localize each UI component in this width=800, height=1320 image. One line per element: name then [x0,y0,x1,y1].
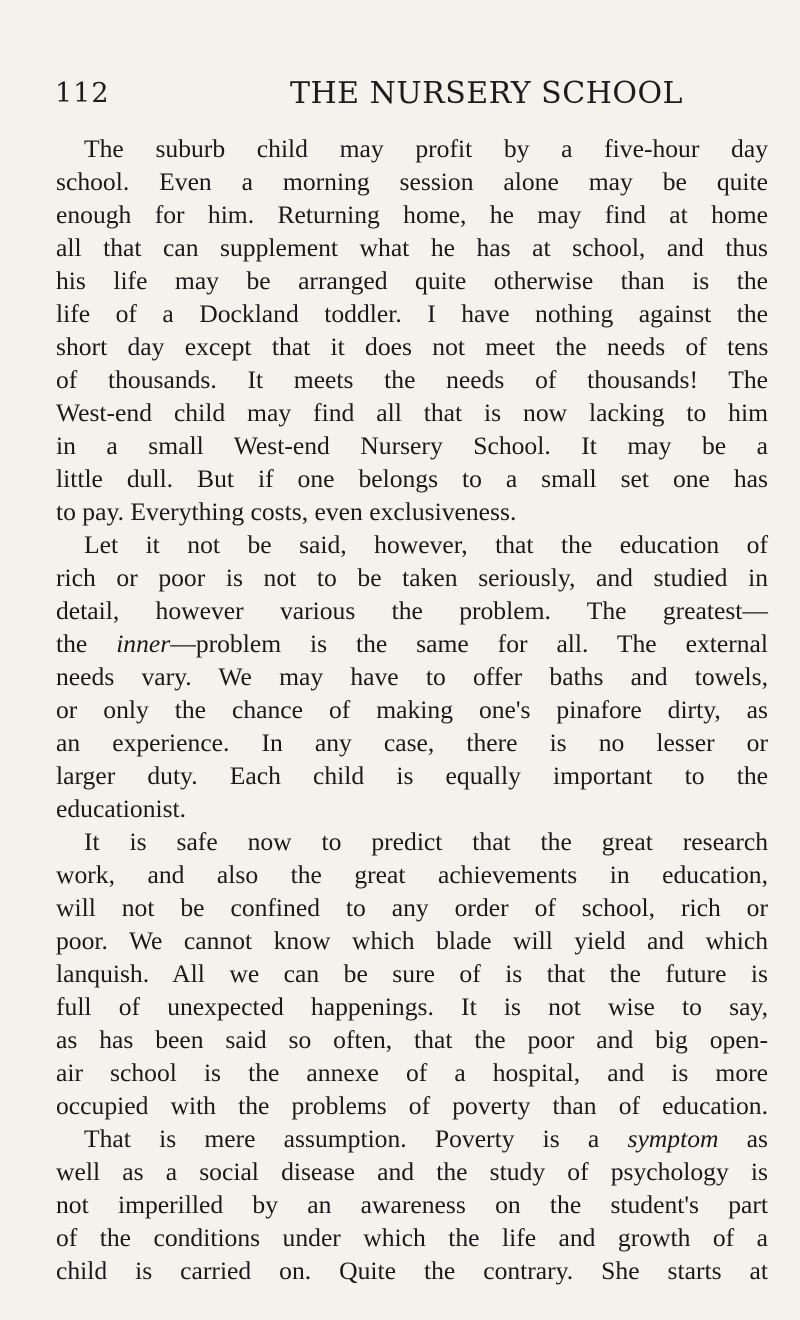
text-line: in a small West-end Nursery School. It may be a [56,431,768,460]
text-line-italic-symptom: That is mere assumption. Poverty is a symptom as [84,1124,768,1153]
text-line: West-end child may find all that is now lacking to him [56,398,768,427]
text-line: as has been said so often, that the poor and big open- [56,1025,768,1054]
text-line: It is safe now to predict that the great research [84,827,768,856]
text-line: child is carried on. Quite the contrary. She starts at [56,1256,768,1285]
text-line: not imperilled by an awareness on the student's part [56,1190,768,1219]
running-title: THE NURSERY SCHOOL [290,76,683,111]
text-line: lanquish. All we can be sure of is that the future is [56,959,768,988]
body-text [56,132,768,1287]
text-line: full of unexpected happenings. It is not wise to say, [56,992,768,1021]
text-line: will not be confined to any order of school, rich or [56,893,768,922]
text-line: little dull. But if one belongs to a small set one has [56,464,768,493]
text-line: well as a social disease and the study of psychology is [56,1157,768,1186]
text-line: of thousands. It meets the needs of thousands! The [56,365,768,394]
text-line: Let it not be said, however, that the education of [84,530,768,559]
page-number: 112 [55,78,110,109]
text-line: all that can supplement what he has at school, and thus [56,233,768,262]
text-line: to pay. Everything costs, even exclusiveness. [56,497,517,526]
text-line: educationist. [56,794,187,823]
text-line: school. Even a morning session alone may be quite [56,167,768,196]
running-head [0,76,800,116]
text-line: of the conditions under which the life and growth of a [56,1223,768,1252]
text-line: enough for him. Returning home, he may find at home [56,200,768,229]
text-line: poor. We cannot know which blade will yield and which [56,926,768,955]
italic-emphasis: inner [116,629,171,658]
italic-emphasis: symptom [627,1124,719,1153]
text-line: an experience. In any case, there is no lesser or [56,728,768,757]
text-line: rich or poor is not to be taken seriously, and studied in [56,563,768,592]
text-line: air school is the annexe of a hospital, and is more [56,1058,768,1087]
text-line: The suburb child may profit by a five-hour day [84,134,768,163]
text-line: detail, however various the problem. The greatest— [56,596,768,625]
text-line: or only the chance of making one's pinafore dirty, as [56,695,768,724]
text-line: short day except that it does not meet the needs of tens [56,332,769,361]
text-line: life of a Dockland toddler. I have nothing against the [56,299,768,328]
text-line-italic-inner: the inner—problem is the same for all. The external [56,629,768,658]
text-line: needs vary. We may have to offer baths and towels, [56,662,768,691]
text-line: larger duty. Each child is equally important to the [56,761,768,790]
text-line: occupied with the problems of poverty than of education. [56,1091,768,1120]
text-line: his life may be arranged quite otherwise than is the [56,266,768,295]
text-line: work, and also the great achievements in education, [56,860,768,889]
